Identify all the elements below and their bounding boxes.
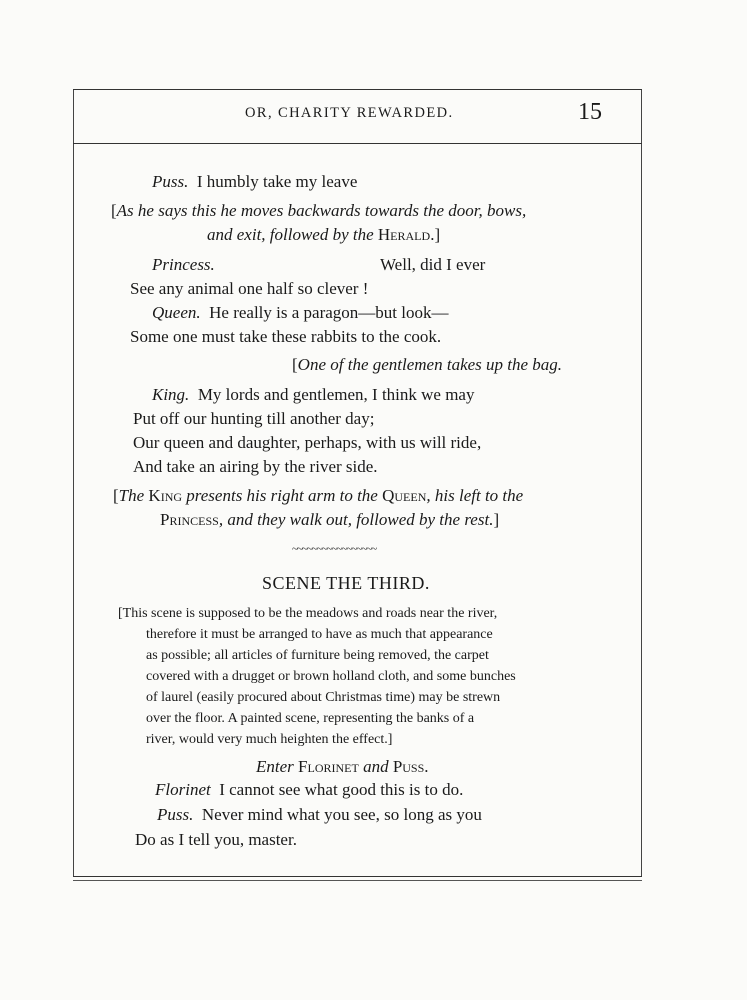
bottom-rule [73, 876, 642, 877]
stage-direction-line: as possible; all articles of furniture being removed, the carpet [146, 648, 489, 663]
stage-direction: Princess, and they walk out, followed by the rest.] [160, 510, 500, 529]
dialogue-line [155, 780, 463, 800]
dialogue-text: And take an airing by the river side. [133, 457, 378, 476]
scene-heading: SCENE THE THIRD. [262, 573, 430, 593]
dialogue-line [157, 805, 482, 825]
stage-direction-line: [This scene is supposed to be the meadows and roads near the river, [118, 606, 498, 621]
stage-direction: [As he says this he moves backwards towards the door, bows, [111, 201, 527, 220]
stage-direction-text: One of the gentlemen takes up the bag. [297, 355, 563, 374]
bottom-rule-double [73, 880, 642, 881]
dialogue-line [152, 172, 357, 192]
speaker-name: Florinet [155, 780, 211, 799]
top-rule [73, 89, 642, 90]
stage-direction-line: therefore it must be arranged to have as much that appearance [146, 627, 493, 642]
dialogue-line [152, 303, 448, 323]
dialogue-text: Put off our hunting till another day; [133, 409, 375, 428]
speaker-name: Queen. [152, 303, 201, 322]
character-name: Puss. [392, 757, 429, 776]
dialogue-text: He really is a paragon—but look— [209, 303, 449, 322]
stage-direction-line: river, would very much heighten the effect.] [146, 732, 393, 747]
running-title: OR, CHARITY REWARDED. [245, 105, 454, 121]
speaker-name: Puss. [152, 172, 189, 191]
speaker-name: King. [152, 385, 190, 404]
stage-direction-line: over the floor. A painted scene, representing the banks of a [146, 711, 475, 726]
ornament-divider: ~~~~~~~~~~~~~~~~~ [292, 543, 377, 555]
stage-direction: and exit, followed by the Herald.] [207, 225, 441, 244]
header-rule [73, 143, 642, 144]
dialogue-line [152, 385, 474, 405]
character-name: Princess [160, 510, 219, 529]
speaker-name: Puss. [157, 805, 194, 824]
stage-direction: [One of the gentlemen takes up the bag. [292, 355, 563, 374]
stage-direction-line: covered with a drugget or brown holland cloth, and some bunches [146, 669, 516, 684]
dialogue-text: I cannot see what good this is to do. [219, 780, 464, 799]
dialogue-text: See any animal one half so clever ! [130, 279, 369, 298]
page-number: 15 [578, 99, 602, 125]
character-name: Florinet [298, 757, 359, 776]
dialogue-text: Well, did I ever [380, 255, 486, 274]
dialogue-text: Never mind what you see, so long as you [201, 805, 482, 824]
character-name: Herald [377, 225, 431, 244]
speaker-name: Princess. [152, 255, 215, 274]
character-name: King [148, 486, 183, 505]
stage-direction: [The King presents his right arm to the Queen, his left to the [113, 486, 524, 505]
dialogue-text: My lords and gentlemen, I think we may [197, 385, 475, 404]
character-name: Queen [382, 486, 427, 505]
dialogue-text: I humbly take my leave [196, 172, 358, 191]
entrance-direction: Enter Florinet and Puss. [256, 757, 429, 776]
dialogue-text: Our queen and daughter, perhaps, with us will ride, [133, 433, 482, 452]
dialogue-text: Do as I tell you, master. [135, 830, 297, 849]
stage-direction-text: As he says this he moves backwards towards the door, bows, [116, 201, 527, 220]
stage-direction-text: and exit, followed by the [207, 225, 374, 244]
dialogue-text: Some one must take these rabbits to the cook. [130, 327, 442, 346]
stage-direction-line: of laurel (easily procured about Christmas time) may be strewn [146, 690, 501, 705]
